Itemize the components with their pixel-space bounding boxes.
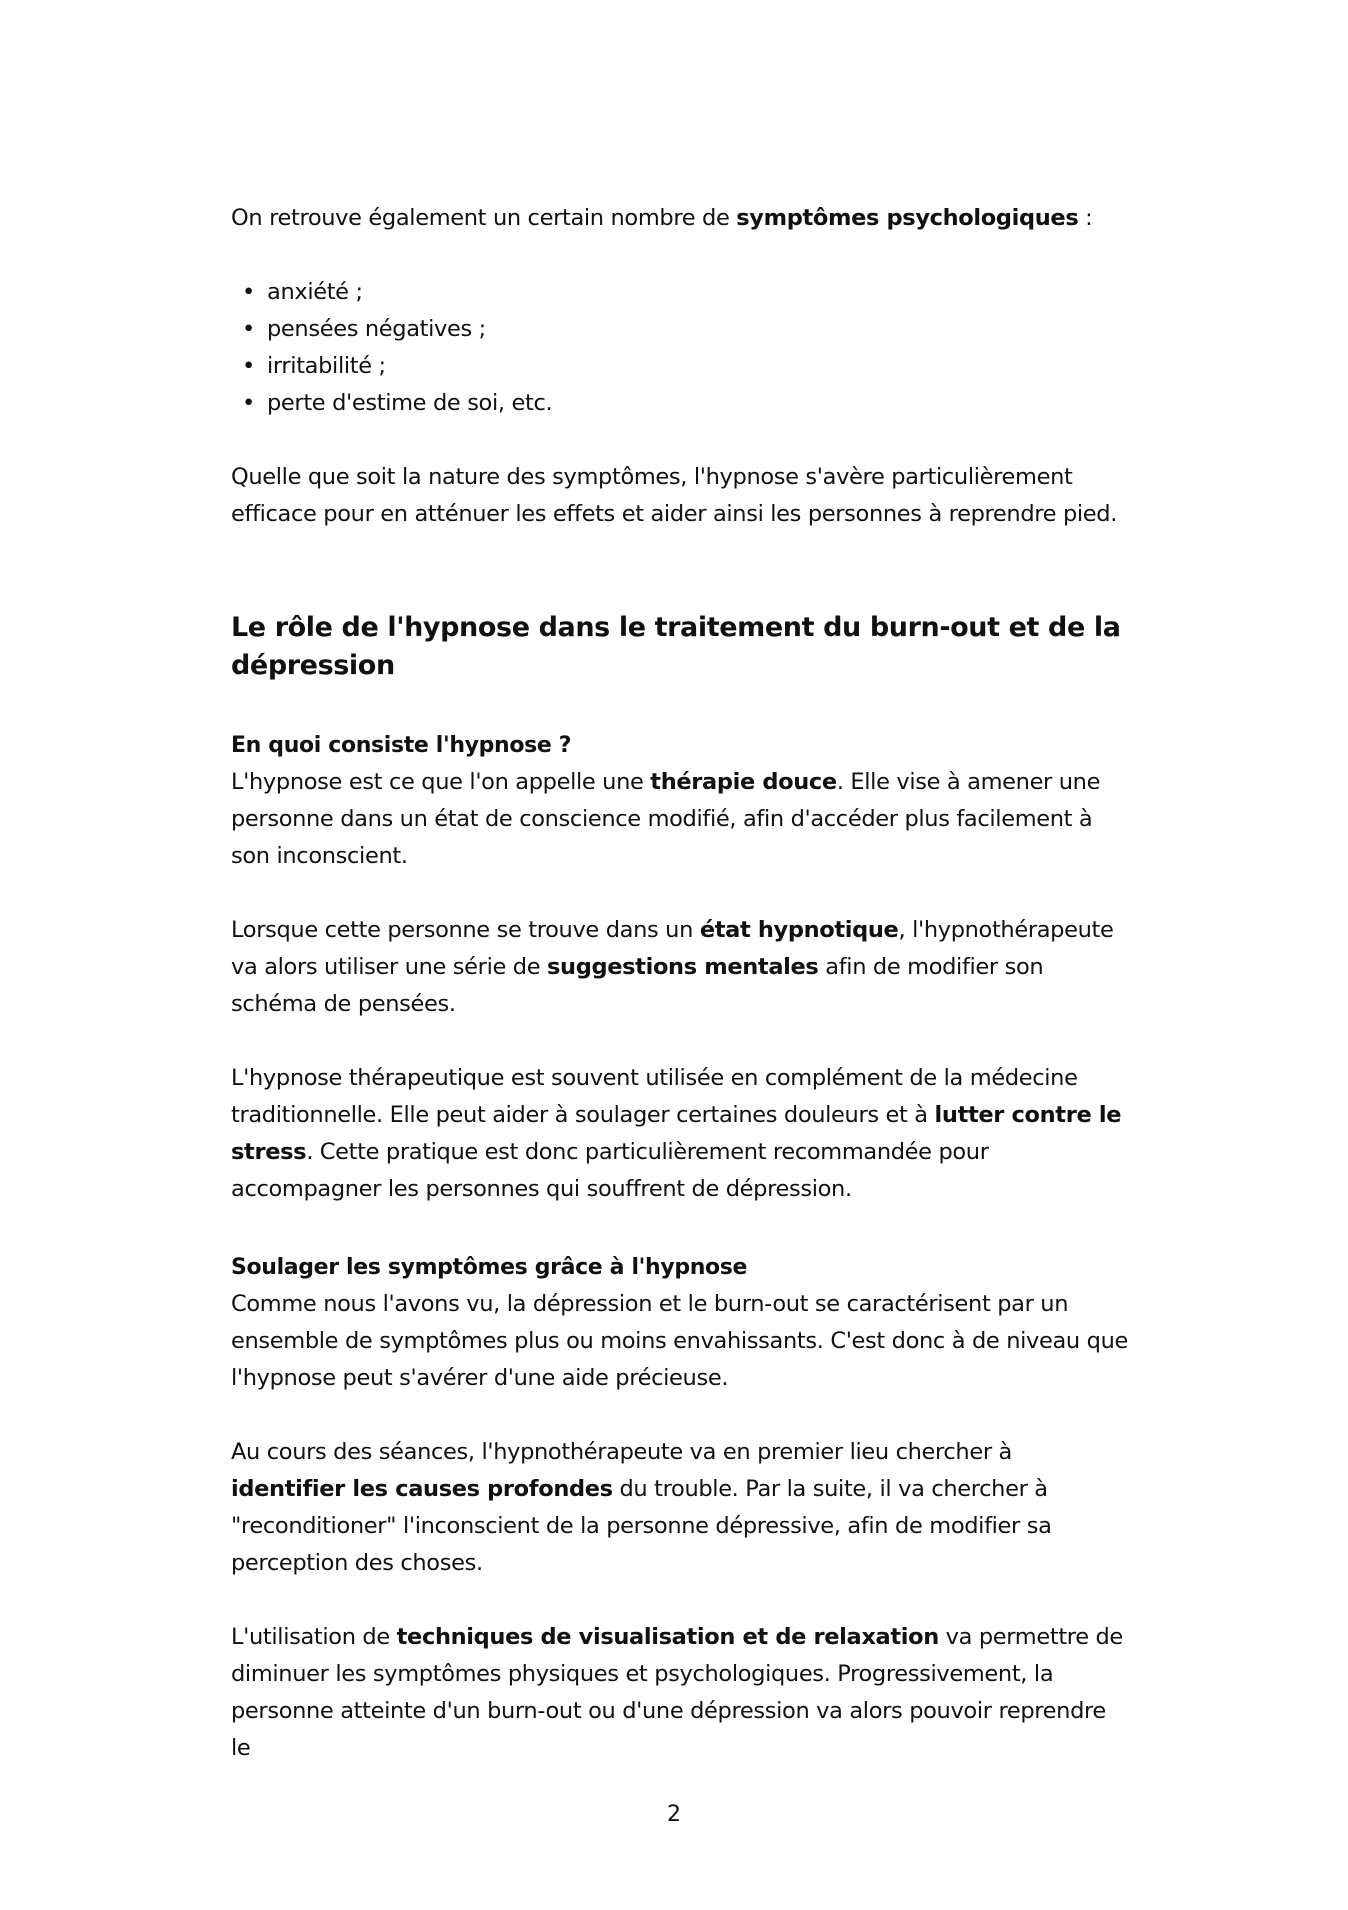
intro-paragraph [231, 200, 1131, 237]
paragraph-text: . Elle vise à amener une personne dans un état de conscience modifié, afin d'accéder plus facilement à son inconscient. [231, 769, 1101, 869]
document-page [231, 200, 1131, 1767]
paragraph [231, 1619, 1131, 1767]
intro-colon: : [1078, 205, 1093, 231]
paragraph-text: Lorsque cette personne se trouve dans un [231, 917, 700, 943]
paragraph-emphasis: suggestions mentales [547, 954, 819, 980]
paragraph [231, 1060, 1131, 1208]
paragraph-text: L'hypnose thérapeutique est souvent utilisée en complément de la médecine traditionnelle. Elle peut aider à soulager certaines douleurs et à [231, 1065, 1078, 1128]
paragraph [231, 912, 1131, 1023]
list-item: • pensées négatives ; [231, 311, 1131, 348]
subsection-heading: En quoi consiste l'hypnose ? [231, 733, 572, 758]
paragraph-emphasis: lutter contre le stress [231, 1102, 1122, 1165]
paragraph-text: . Cette pratique est donc particulièrement recommandée pour accompagner les personnes qui souffrent de dépression. [231, 1139, 989, 1202]
paragraph-text: afin de modifier son schéma de pensées. [231, 954, 1044, 1017]
intro-emphasis: symptômes psychologiques [736, 205, 1079, 231]
paragraph-text: , l'hypnothérapeute va alors utiliser une série de [231, 917, 1114, 980]
paragraph-emphasis: thérapie douce [650, 769, 837, 795]
paragraph-emphasis: identifier les causes profondes [231, 1476, 613, 1502]
intro-text: On retrouve également un certain nombre de [231, 205, 737, 231]
list-item: • irritabilité ; [231, 348, 1131, 385]
paragraph: Comme nous l'avons vu, la dépression et le burn-out se caractérisent par un ensemble de symptômes plus ou moins envahissants. C'est donc à de niveau que l'hypnose peut s'avérer d'une aide précieuse. [231, 1291, 1128, 1391]
symptom-list [231, 274, 1131, 422]
paragraph-text: Au cours des séances, l'hypnothérapeute va en premier lieu chercher à [231, 1439, 1012, 1465]
paragraph-text: va permettre de diminuer les symptômes physiques et psychologiques. Progressivement, la personne atteinte d'un burn-out ou d'une dépression va alors pouvoir reprendre le [231, 1624, 1123, 1761]
paragraph-text: L'utilisation de [231, 1624, 397, 1650]
paragraph-text: du trouble. Par la suite, il va chercher à "reconditioner" l'inconscient de la personne dépressive, afin de modifier sa perception des choses. [231, 1476, 1052, 1576]
paragraph-emphasis: état hypnotique [699, 917, 899, 943]
section-heading: Le rôle de l'hypnose dans le traitement du burn-out et de la dépression [231, 612, 1121, 681]
paragraph [231, 1434, 1131, 1582]
paragraph-text: L'hypnose est ce que l'on appelle une [231, 769, 651, 795]
paragraph [231, 764, 1131, 875]
list-item: • anxiété ; [231, 274, 1131, 311]
subsection-heading: Soulager les symptômes grâce à l'hypnose [231, 1255, 748, 1280]
paragraph-emphasis: techniques de visualisation et de relaxation [396, 1624, 939, 1650]
conclusion-paragraph: Quelle que soit la nature des symptômes, l'hypnose s'avère particulièrement efficace pour en atténuer les effets et aider ainsi les personnes à reprendre pied. [231, 464, 1118, 527]
list-item: • perte d'estime de soi, etc. [231, 385, 1131, 422]
page-number: 2 [667, 1802, 681, 1827]
